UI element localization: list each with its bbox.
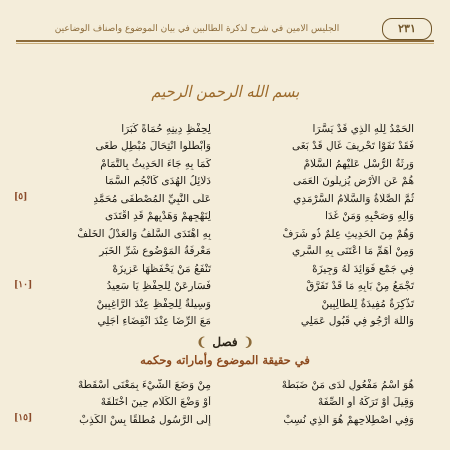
verse-hemistich-second: أَوْ وَضْعَ الكَلَامِ حِينَ اخْتَلَقَهْ xyxy=(100,396,211,409)
poem-verses-section xyxy=(14,376,436,429)
verse-hemistich-first: وَفِي اصْطِلَاحِهِمْ هُوَ الَّذِي نُسِبْ xyxy=(283,413,414,426)
verse-line xyxy=(14,260,436,278)
verse-hemistich-second: وَأَبْطَلُوا انْتِحَالَ مُبْطِلٍ طَغَى xyxy=(95,140,211,153)
verse-hemistich-first: فَقَدْ نَفَوْا تَحْرِيفَ غَالٍ قَدْ بَغَى xyxy=(292,140,414,153)
verse-hemistich-second: مِنْ وَضَعَ الشَّيْءَ بِمَعْنَى أَسْقَطَهْ xyxy=(78,378,211,391)
verse-line xyxy=(14,190,436,208)
verse-line xyxy=(14,138,436,156)
ornament-icon: ❩ xyxy=(196,335,207,349)
verse-number-marker: [٥] xyxy=(14,192,28,202)
verse-hemistich-first: هُمْ عَنِ الأَرْضِ يُزِيلُونَ العَمَى xyxy=(292,175,414,188)
verse-hemistich-second: لِنَهْجِهِمْ وَهَدْيِهِمْ قَدِ اقْتَدَى xyxy=(104,210,211,223)
section-divider xyxy=(0,335,450,349)
header-divider-thin xyxy=(16,43,434,44)
verse-line xyxy=(14,243,436,261)
verse-line xyxy=(14,120,436,138)
poem-verses xyxy=(14,120,436,330)
verse-hemistich-second: لِحِفْظِ دِينِهِ حُمَاةً كُبَرَا xyxy=(121,122,211,135)
page-number: ٢٣١ xyxy=(382,18,432,40)
verse-hemistich-first: وَهُمْ مِنَ الحَدِيثِ عِلْمٌ ذُو شَرَفْ xyxy=(282,227,414,240)
ornament-icon: ❨ xyxy=(243,335,254,349)
section-subheading: في حقيقة الموضوع وأماراته وحكمه xyxy=(140,353,310,367)
verse-number-marker: [١٠] xyxy=(14,279,33,290)
section-fasl-label: فصل xyxy=(212,335,238,349)
verse-hemistich-first: وَآلِهِ وَصَحْبِهِ وَمَنْ غَدَا xyxy=(325,210,414,223)
verse-hemistich-second: مَعَ الرِّضَا عِنْدَ انْقِضَاءِ أَجَلِي xyxy=(97,315,211,328)
verse-line xyxy=(14,155,436,173)
verse-line xyxy=(14,313,436,331)
verse-hemistich-second: كَمَا بِهِ جَاءَ الحَدِيثُ بِالتَّمَامْ xyxy=(100,157,211,170)
verse-hemistich-first: هُوَ اسْمُ مَفْعُولٍ لَدَى مَنْ ضَبَطَهْ xyxy=(281,378,414,391)
verse-hemistich-second: بِهِ اهْتَدَى السَّلَفُ وَالعَدْلُ الخَلَفْ xyxy=(77,227,211,240)
header-divider xyxy=(16,40,434,42)
verse-hemistich-second: دَلَائِلُ الهُدَى كَأَنْجُمِ السَّمَا xyxy=(105,175,211,188)
verse-hemistich-second: وَسِيلَةٌ لِلْحِفْظِ عِنْدَ الرَّاغِبِينْ xyxy=(96,297,211,310)
running-header-title: الجليس الأمين في شرح لذكرة الطالبين في بيان الموضوع وأصناف الوضاعين xyxy=(54,24,340,34)
verse-line xyxy=(14,411,436,429)
verse-hemistich-second: مَعْرِفَةُ الْمَوْضُوعِ شَرِّ الخَبَرِ xyxy=(99,245,211,258)
verse-hemistich-first: وَقِيلَ أَوْ تَرَكَهُ أَوِ الصِّفَهْ xyxy=(317,396,414,409)
verse-line xyxy=(14,394,436,412)
verse-line xyxy=(14,225,436,243)
verse-hemistich-second: تَنْفَعُ مَنْ يَحْفَظُهَا عَزِيزَهْ xyxy=(112,262,211,275)
verse-hemistich-second: فَسَارِعَنْ لِلْحِفْظِ يَا سَعِيدُ xyxy=(106,280,211,293)
verse-line xyxy=(14,295,436,313)
verse-line xyxy=(14,376,436,394)
verse-line xyxy=(14,208,436,226)
verse-hemistich-first: وَاللَّهَ أَرْجُو فِي قَبُولِ عَمَلِي xyxy=(300,315,414,328)
verse-hemistich-first: تَجْمَعُ مِنْ بَابِهِ مَا قَدْ تَفَرَّقْ xyxy=(306,280,414,293)
verse-hemistich-first: وَرِثَةُ الرُّسْلِ عَلَيْهِمُ السَّلَامْ xyxy=(303,157,414,170)
verse-hemistich-first: وَمِنْ أَهَمِّ مَا اعْتَنَى بِهِ السَّرِي xyxy=(292,245,414,258)
verse-hemistich-first: فِي جَمْعِ فَوَائِدَ لَهُ وَجِيزَهْ xyxy=(312,262,414,275)
verse-hemistich-first: تَذْكِرَةٌ مُفِيدَةٌ لِلطَّالِبِينْ xyxy=(321,297,414,310)
basmala-calligraphy: بسم الله الرحمن الرحيم xyxy=(151,82,299,101)
verse-line xyxy=(14,173,436,191)
verse-hemistich-second: عَلَى النَّبِيِّ المُصْطَفَى مُحَمَّدِ xyxy=(93,192,211,205)
verse-line xyxy=(14,278,436,296)
verse-hemistich-second: إِلَى الرَّسُولِ مُطْلَقًا بِسْ الكَذِبْ xyxy=(79,413,211,426)
verse-number-marker: [١٥] xyxy=(14,413,33,423)
verse-hemistich-first: ثُمَّ الصَّلَاةُ وَالسَّلَامُ السَّرْمَدِي xyxy=(293,192,414,205)
verse-hemistich-first: الحَمْدُ لِلَّهِ الَّذِي قَدْ يَسَّرَا xyxy=(312,122,414,135)
